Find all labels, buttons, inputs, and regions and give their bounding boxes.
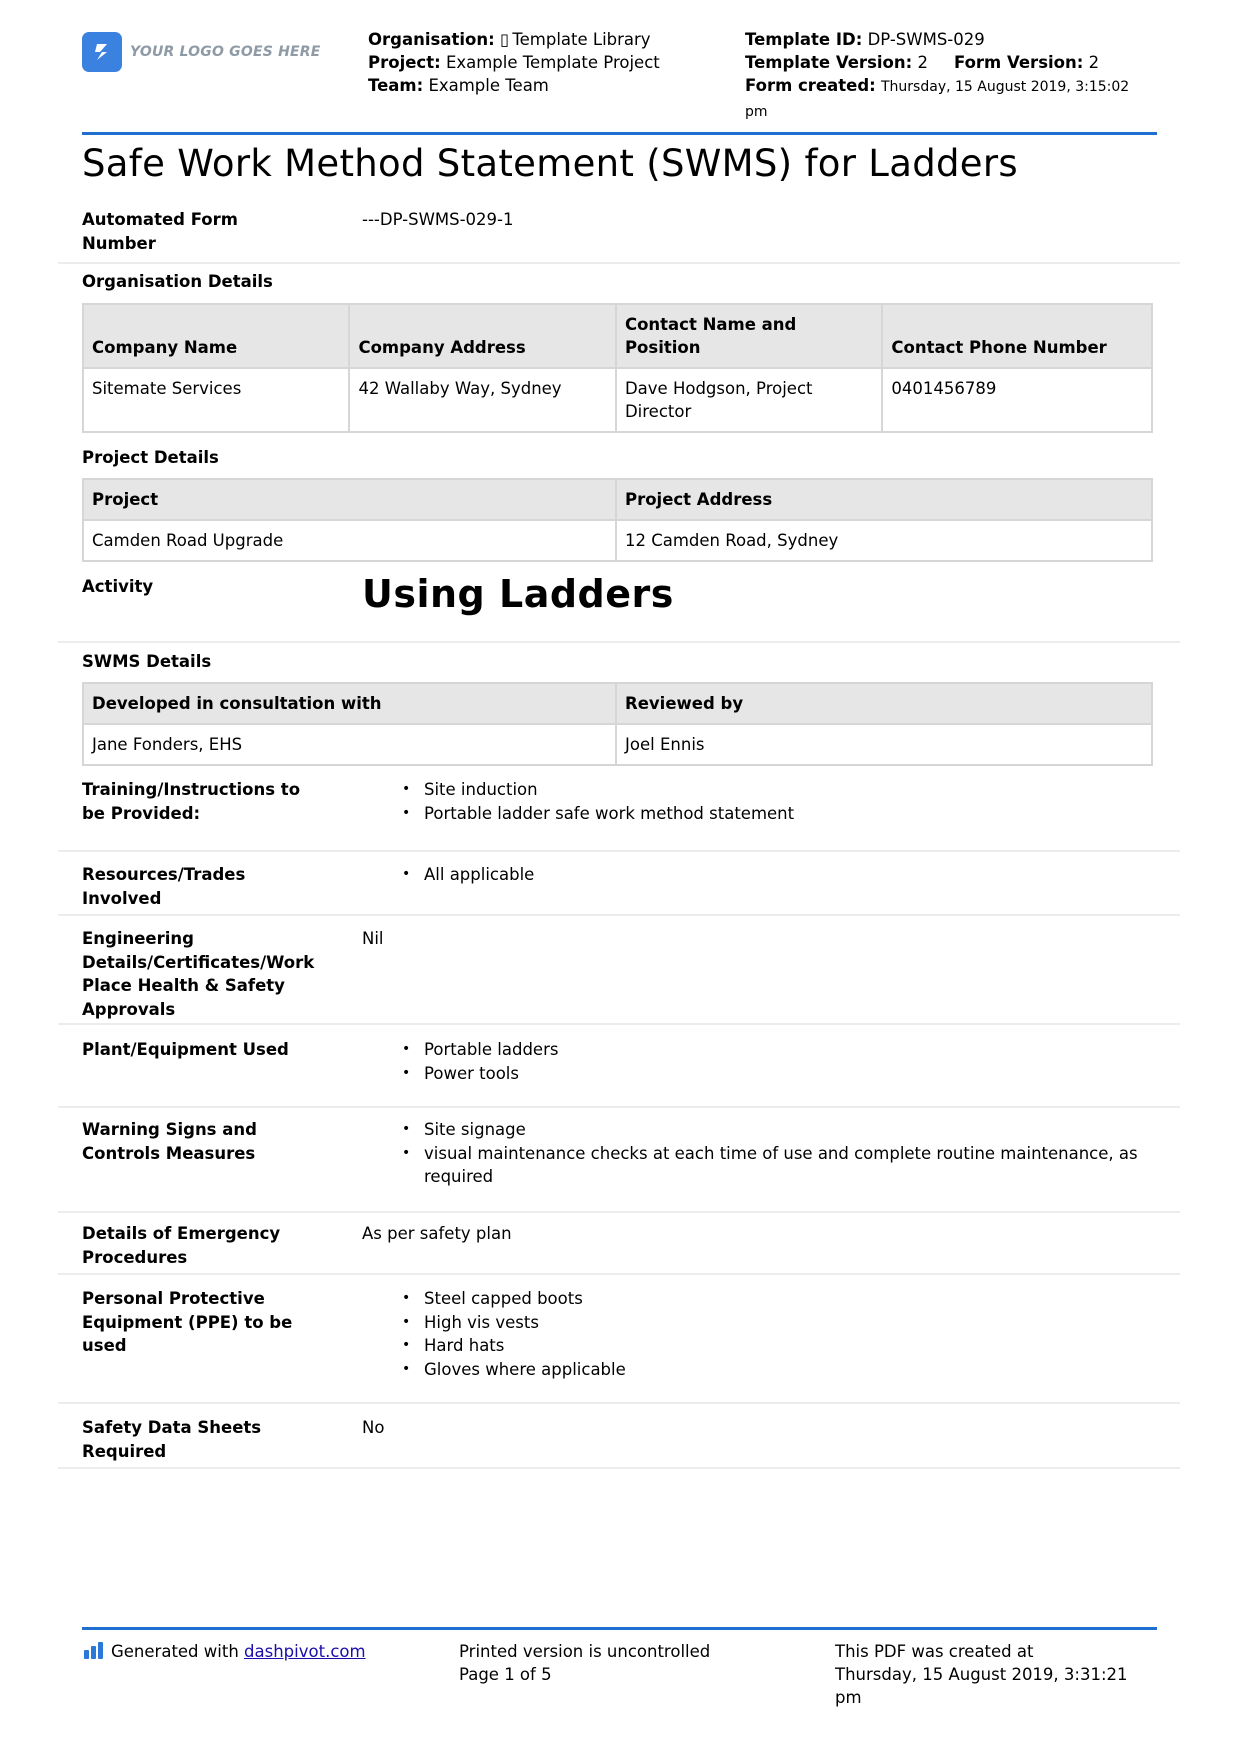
form-number-row (58, 206, 1180, 264)
form-version-label: Form Version: (953, 53, 1084, 72)
organisation-glyph: ▯ (499, 30, 510, 49)
table-row (83, 368, 1152, 432)
org-contact-phone: 0401456789 (882, 368, 1152, 432)
ppe-list (362, 1287, 626, 1381)
page-number: Page 1 of 5 (459, 1665, 552, 1684)
sds-value: No (362, 1418, 385, 1437)
list-item: • Portable ladder safe work method statement (362, 802, 794, 826)
plant-label: Plant/Equipment Used (82, 1040, 289, 1059)
organisation-label: Organisation: (368, 30, 495, 49)
engineering-label: Engineering Details/Certificates/Work Place Health & Safety Approvals (82, 929, 315, 1019)
form-number-value: ---DP-SWMS-029-1 (362, 210, 514, 229)
footer-print-info (459, 1640, 710, 1686)
team-label: Team: (368, 76, 424, 95)
organisation-value: Template Library (509, 30, 651, 49)
project-value: Example Template Project (445, 53, 660, 72)
project-col-address: Project Address (616, 479, 1152, 520)
header-template-column (745, 28, 1155, 124)
training-list (362, 778, 794, 825)
list-item: • All applicable (362, 863, 534, 887)
plant-list (362, 1038, 558, 1085)
table-row (83, 520, 1152, 561)
emergency-row (58, 1222, 1180, 1275)
org-col-company-name: Company Name (83, 304, 349, 368)
dashpivot-link[interactable]: dashpivot.com (244, 1642, 366, 1661)
header-org-column (368, 28, 660, 97)
org-company-address: 42 Wallaby Way, Sydney (349, 368, 615, 432)
template-version-value: 2 (917, 53, 928, 72)
training-row (58, 778, 1180, 852)
org-contact-name: Dave Hodgson, Project Director (616, 368, 882, 432)
list-item: • Power tools (362, 1062, 558, 1086)
template-id-value: DP-SWMS-029 (867, 30, 985, 49)
activity-value: Using Ladders (362, 572, 674, 616)
header-divider (82, 132, 1157, 135)
pdf-created-label: This PDF was created at (835, 1642, 1034, 1661)
swms-col-reviewed-by: Reviewed by (616, 683, 1152, 724)
warning-list (362, 1118, 1182, 1189)
form-created-value: Thursday, 15 August 2019, 3:15:02 pm (745, 79, 1130, 120)
training-label: Training/Instructions to be Provided: (82, 780, 301, 823)
pdf-created-time: Thursday, 15 August 2019, 3:31:21 pm (835, 1665, 1128, 1707)
engineering-value: Nil (362, 929, 384, 948)
document-title: Safe Work Method Statement (SWMS) for Ladders (82, 142, 1018, 185)
project-name: Camden Road Upgrade (83, 520, 616, 561)
plant-value (362, 1038, 558, 1085)
project-details-heading: Project Details (82, 448, 219, 467)
form-version-value: 2 (1088, 53, 1100, 72)
logo-icon (82, 32, 122, 72)
org-col-contact-phone: Contact Phone Number (882, 304, 1152, 368)
list-item: • Steel capped boots (362, 1287, 626, 1311)
footer-divider (82, 1627, 1157, 1630)
project-col-project: Project (83, 479, 616, 520)
engineering-row (58, 927, 1180, 1025)
logo-text: YOUR LOGO GOES HERE (130, 44, 321, 60)
list-item: • Site signage (362, 1118, 1182, 1142)
form-created-label: Form created: (745, 76, 876, 95)
list-item: • visual maintenance checks at each time of use and complete routine maintenance, as required (362, 1142, 1182, 1189)
sds-row (58, 1416, 1180, 1469)
swms-col-consultation: Developed in consultation with (83, 683, 616, 724)
list-item: • Site induction (362, 778, 794, 802)
warning-value (362, 1118, 1182, 1189)
resources-label: Resources/Trades Involved (82, 865, 246, 908)
ppe-value (362, 1287, 626, 1381)
emergency-label: Details of Emergency Procedures (82, 1224, 281, 1267)
template-version-label: Template Version: (745, 53, 913, 72)
swms-details-table (82, 682, 1153, 766)
sds-label: Safety Data Sheets Required (82, 1418, 262, 1461)
project-details-table (82, 478, 1153, 562)
generated-prefix: Generated with (111, 1642, 239, 1661)
company-logo (82, 32, 321, 72)
document-header (82, 28, 1152, 128)
dashpivot-logo-icon (84, 1642, 103, 1659)
emergency-value: As per safety plan (362, 1224, 512, 1243)
list-item: • High vis vests (362, 1311, 626, 1335)
org-col-contact-name: Contact Name and Position (616, 304, 882, 368)
ppe-row (58, 1287, 1180, 1404)
uncontrolled-note: Printed version is uncontrolled (459, 1642, 711, 1661)
footer-created (835, 1640, 1155, 1709)
swms-reviewed-by: Joel Ennis (616, 724, 1152, 765)
resources-value (362, 863, 534, 887)
organisation-details-heading: Organisation Details (82, 272, 273, 291)
team-value: Example Team (428, 76, 549, 95)
list-item: • Hard hats (362, 1334, 626, 1358)
table-row (83, 724, 1152, 765)
swms-details-heading: SWMS Details (82, 652, 212, 671)
organisation-details-table (82, 303, 1153, 433)
warning-label: Warning Signs and Controls Measures (82, 1120, 257, 1163)
template-id-label: Template ID: (745, 30, 863, 49)
project-label: Project: (368, 53, 441, 72)
swms-consultation: Jane Fonders, EHS (83, 724, 616, 765)
list-item: • Portable ladders (362, 1038, 558, 1062)
footer-generated (84, 1640, 366, 1663)
warning-row (58, 1118, 1180, 1213)
activity-label: Activity (82, 577, 154, 596)
resources-list (362, 863, 534, 887)
org-col-company-address: Company Address (349, 304, 615, 368)
training-value (362, 778, 794, 825)
form-number-label: Automated Form Number (82, 210, 238, 253)
project-address: 12 Camden Road, Sydney (616, 520, 1152, 561)
list-item: • Gloves where applicable (362, 1358, 626, 1382)
plant-row (58, 1038, 1180, 1108)
org-company-name: Sitemate Services (83, 368, 349, 432)
ppe-label: Personal Protective Equipment (PPE) to be used (82, 1289, 293, 1355)
resources-row (58, 863, 1180, 916)
